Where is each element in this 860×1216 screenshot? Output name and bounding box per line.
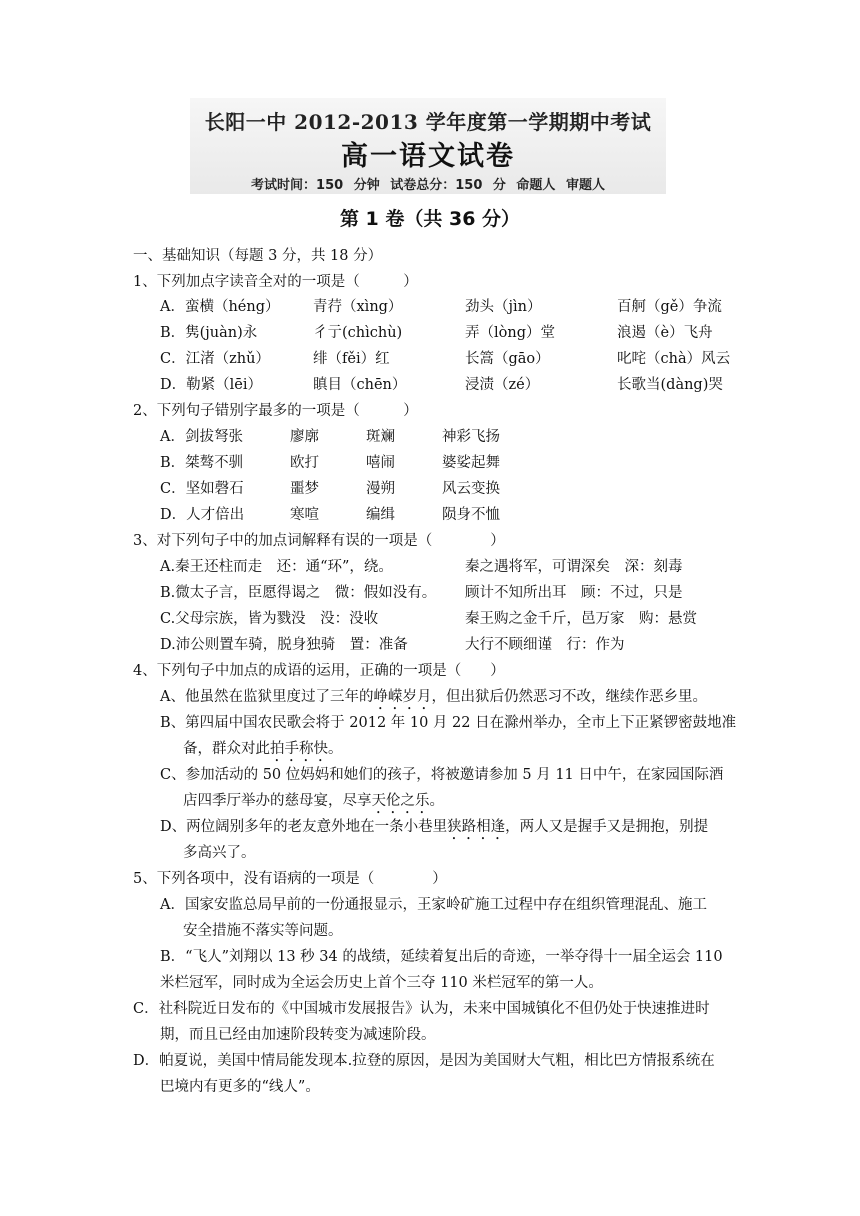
q2-option-cell: 神彩飞扬	[442, 429, 500, 445]
q3-option-cell: D.沛公则置车骑，脱身独骑 置：准备	[160, 637, 408, 653]
q4-a-text: A、他虽然在监狱里度过了三年的	[160, 689, 374, 705]
q1-option-cell: 弄（lòng）堂	[465, 325, 555, 341]
q4-option-d-line1	[160, 817, 708, 843]
q4-c-dotted-idiom: 天伦之乐	[371, 793, 430, 809]
q4-b-text: 备，群众对此	[183, 741, 270, 757]
q4-option-c-line2	[183, 791, 444, 817]
q5-option-a-line1: A．国家安监总局早前的一份通报显示，王家岭矿施工过程中存在组织管理混乱、施工	[160, 897, 707, 913]
q3-option-cell: 秦王购之金千斤，邑万家 购：悬赏	[465, 611, 697, 627]
q2-option-cell: 嘻闹	[366, 455, 395, 471]
q4-option-c-line1: C、参加活动的 50 位妈妈和她们的孩子，将被邀请参加 5 月 11 日中午，在家园国际酒	[160, 767, 724, 783]
q2-option-cell: C．坚如磬石	[160, 481, 244, 497]
q5-option-a-line2: 安全措施不落实等问题。	[183, 923, 343, 939]
q1-option-cell: 长歌当(dàng)哭	[617, 377, 723, 393]
q2-stem: 2、下列句子错别字最多的一项是（ ）	[133, 403, 418, 419]
q2-option-cell: D．人才倍出	[160, 507, 245, 523]
q4-b-dotted-idiom: 拍手称快	[270, 741, 328, 757]
q2-option-cell: 编缉	[366, 507, 395, 523]
q1-option-cell: 劲头（jìn）	[465, 299, 542, 315]
q4-option-a	[160, 687, 707, 713]
q2-option-cell: A．剑拔弩张	[160, 429, 243, 445]
q5-option-c-line1: C．社科院近日发布的《中国城市发展报告》认为，未来中国城镇化不但仍处于快速推进时	[133, 1001, 710, 1017]
q4-option-b-line1: B、第四届中国农民歌会将于 2012 年 10 月 22 日在滁州举办，全市上下正紧锣密鼓地准	[160, 715, 737, 731]
q4-option-b-line2	[183, 739, 343, 765]
q4-d-text: D、两位阔别多年的老友意外地在一条小巷里	[160, 819, 448, 835]
q1-option-cell: 百舸（gě）争流	[617, 299, 722, 315]
q5-stem: 5、下列各项中，没有语病的一项是（ ）	[133, 871, 447, 887]
q1-stem: 1、下列加点字读音全对的一项是（ ）	[133, 274, 418, 290]
q2-option-cell: 寒喧	[290, 507, 319, 523]
part-title: 第 1 卷（共 36 分）	[339, 208, 521, 230]
q3-option-cell: C.父母宗族，皆为戮没 没：没收	[160, 611, 379, 627]
q4-stem: 4、下列句子中加点的成语的运用，正确的一项是（ ）	[133, 663, 505, 679]
q4-c-text: 。	[429, 793, 444, 809]
q5-option-d-line1: D．帕夏说，美国中情局能发现本.拉登的原因，是因为美国财大气粗，相比巴方情报系统在	[133, 1053, 715, 1069]
q2-option-cell: 陨身不恤	[442, 507, 500, 523]
exam-header-banner	[190, 98, 666, 194]
q2-option-cell: 噩梦	[290, 481, 319, 497]
q2-option-cell: 婆娑起舞	[442, 455, 500, 471]
q4-d-dotted-idiom: 狭路相逢	[447, 819, 506, 835]
q1-option-cell: C．江渚（zhǔ）	[160, 351, 270, 367]
section-heading: 一、基础知识（每题 3 分，共 18 分）	[133, 248, 383, 264]
q1-option-cell: 浪遏（è）飞舟	[617, 325, 713, 341]
q4-option-d-line2: 多高兴了。	[183, 845, 256, 861]
q5-option-d-line2: 巴境内有更多的“线人”。	[160, 1079, 320, 1095]
q1-option-cell: 青荇（xìng）	[313, 299, 403, 315]
q1-option-cell: B．隽(juàn)永	[160, 325, 258, 341]
q5-option-c-line2: 期，而且已经由加速阶段转变为减速阶段。	[160, 1027, 436, 1043]
q3-option-cell: B.微太子言，臣愿得谒之 微：假如没有。	[160, 585, 437, 601]
q4-a-text: ，但出狱后仍然恶习不改，继续作恶乡里。	[431, 689, 707, 705]
exam-info: 考试时间：150 分钟 试卷总分：150 分 命题人 审题人	[251, 178, 605, 193]
q1-option-cell: 长篙（gāo）	[465, 351, 550, 367]
q1-option-cell: 叱咤（chà）风云	[617, 351, 731, 367]
q4-d-text: ，两人又是握手又是拥抱，别提	[505, 819, 709, 835]
exam-title: 长阳一中 2012-2013 学年度第一学期期中考试	[204, 110, 652, 134]
q1-option-cell: 浸渍（zé）	[465, 377, 540, 393]
q1-option-cell: 瞋目（chēn）	[313, 377, 407, 393]
q3-stem: 3、对下列句子中的加点词解释有误的一项是（ ）	[133, 533, 505, 549]
q5-option-b-line2: 米栏冠军，同时成为全运会历史上首个三夺 110 米栏冠军的第一人。	[160, 975, 603, 991]
q1-option-cell: D．勒紧（lēi）	[160, 377, 262, 393]
q1-option-cell: A．蛮横（héng）	[160, 299, 280, 315]
q2-option-cell: 欧打	[290, 455, 319, 471]
q2-option-cell: B．桀骜不驯	[160, 455, 244, 471]
exam-subject: 高一语文试卷	[341, 141, 515, 172]
q4-c-text: 店四季厅举办的慈母宴，尽享	[183, 793, 372, 809]
q4-a-dotted-idiom: 峥嵘岁月	[373, 689, 432, 705]
q1-option-cell: 彳亍(chìchù)	[313, 325, 403, 341]
q3-option-cell: 顾计不知所出耳 顾：不过，只是	[465, 585, 683, 601]
q3-option-cell: A.秦王还柱而走 还：通“环”，绕。	[160, 559, 393, 575]
q3-option-cell: 大行不顾细谨 行：作为	[465, 637, 625, 653]
q2-option-cell: 漫朔	[366, 481, 395, 497]
q1-option-cell: 绯（fěi）红	[313, 351, 390, 367]
q3-option-cell: 秦之遇将军，可谓深矣 深：刻毒	[465, 559, 683, 575]
q2-option-cell: 斑斓	[366, 429, 395, 445]
q2-option-cell: 风云变换	[442, 481, 500, 497]
q2-option-cell: 廖廓	[290, 429, 319, 445]
q4-b-text: 。	[328, 741, 343, 757]
q5-option-b-line1: B．“飞人”刘翔以 13 秒 34 的战绩，延续着复出后的奇迹，一举夺得十一届全运会 110	[160, 949, 723, 965]
